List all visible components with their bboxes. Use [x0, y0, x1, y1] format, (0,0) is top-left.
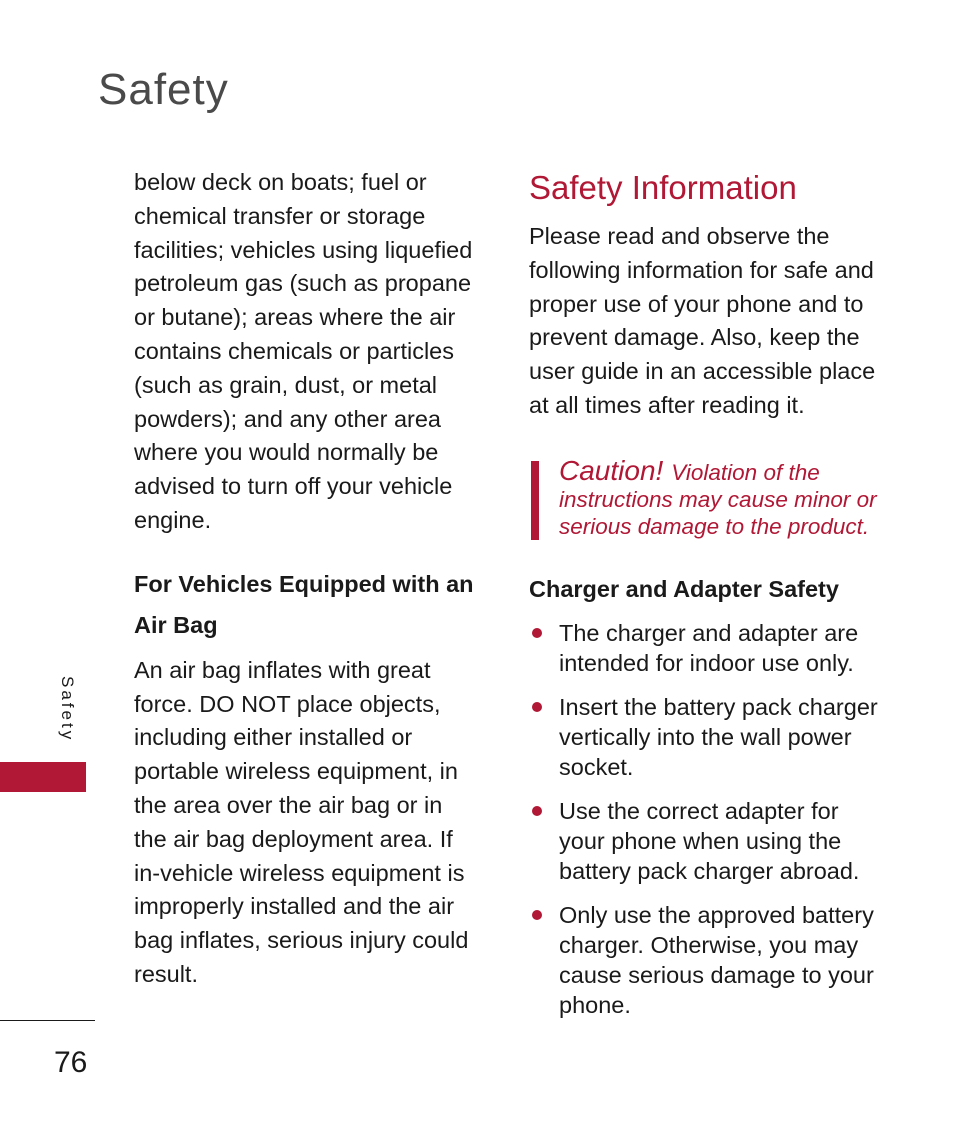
bullet-text: The charger and adapter are intended for indoor use only.: [559, 619, 859, 676]
safety-info-paragraph: Please read and observe the following information for safe and proper use of your phone and to prevent damage. Also, keep the user guide in an accessible place at all times after reading it.: [529, 223, 876, 418]
section-tab-marker: [0, 762, 86, 792]
right-column: [529, 166, 889, 1034]
charger-bullet-list: [529, 618, 889, 1020]
side-section-label: Safety: [58, 676, 77, 743]
page-title: Safety: [98, 65, 229, 114]
caution-text: Violation of the instructions may cause minor or serious damage to the product.: [559, 459, 877, 539]
airbag-heading: For Vehicles Equipped with an Air Bag: [134, 570, 474, 638]
bullet-dot-icon: [532, 910, 542, 920]
list-item: [529, 900, 889, 1020]
bullet-dot-icon: [532, 806, 542, 816]
bullet-text: Use the correct adapter for your phone when using the battery pack charger abroad.: [559, 797, 860, 884]
bullet-dot-icon: [532, 702, 542, 712]
page-number: 76: [54, 1046, 88, 1079]
left-column: [134, 166, 474, 992]
list-item: [529, 618, 889, 678]
caution-label: Caution!: [559, 454, 664, 486]
bullet-text: Insert the battery pack charger vertically into the wall power socket.: [559, 693, 878, 780]
footer-divider: [0, 1020, 95, 1021]
caution-box: [529, 454, 889, 540]
section-title: Safety Information: [529, 169, 797, 206]
charger-heading: Charger and Adapter Safety: [529, 575, 839, 602]
intro-paragraph: below deck on boats; fuel or chemical transfer or storage facilities; vehicles using liquefied petroleum gas (such as propane or butane); areas where the air contains chemicals or particles (such as grain, dust, or metal powders); and any other area where you would normally be advised to turn off your vehicle engine.: [134, 169, 473, 533]
bullet-dot-icon: [532, 628, 542, 638]
list-item: [529, 692, 889, 782]
bullet-text: Only use the approved battery charger. Otherwise, you may cause serious damage to your phone.: [559, 901, 874, 1018]
airbag-paragraph: An air bag inflates with great force. DO NOT place objects, including either installed or portable wireless equipment, in the area over the air bag or in the air bag deployment area. If in-vehicle wireless equipment is improperly installed and the air bag inflates, serious injury could result.: [134, 656, 469, 987]
list-item: [529, 796, 889, 886]
caution-bar: [531, 461, 539, 540]
